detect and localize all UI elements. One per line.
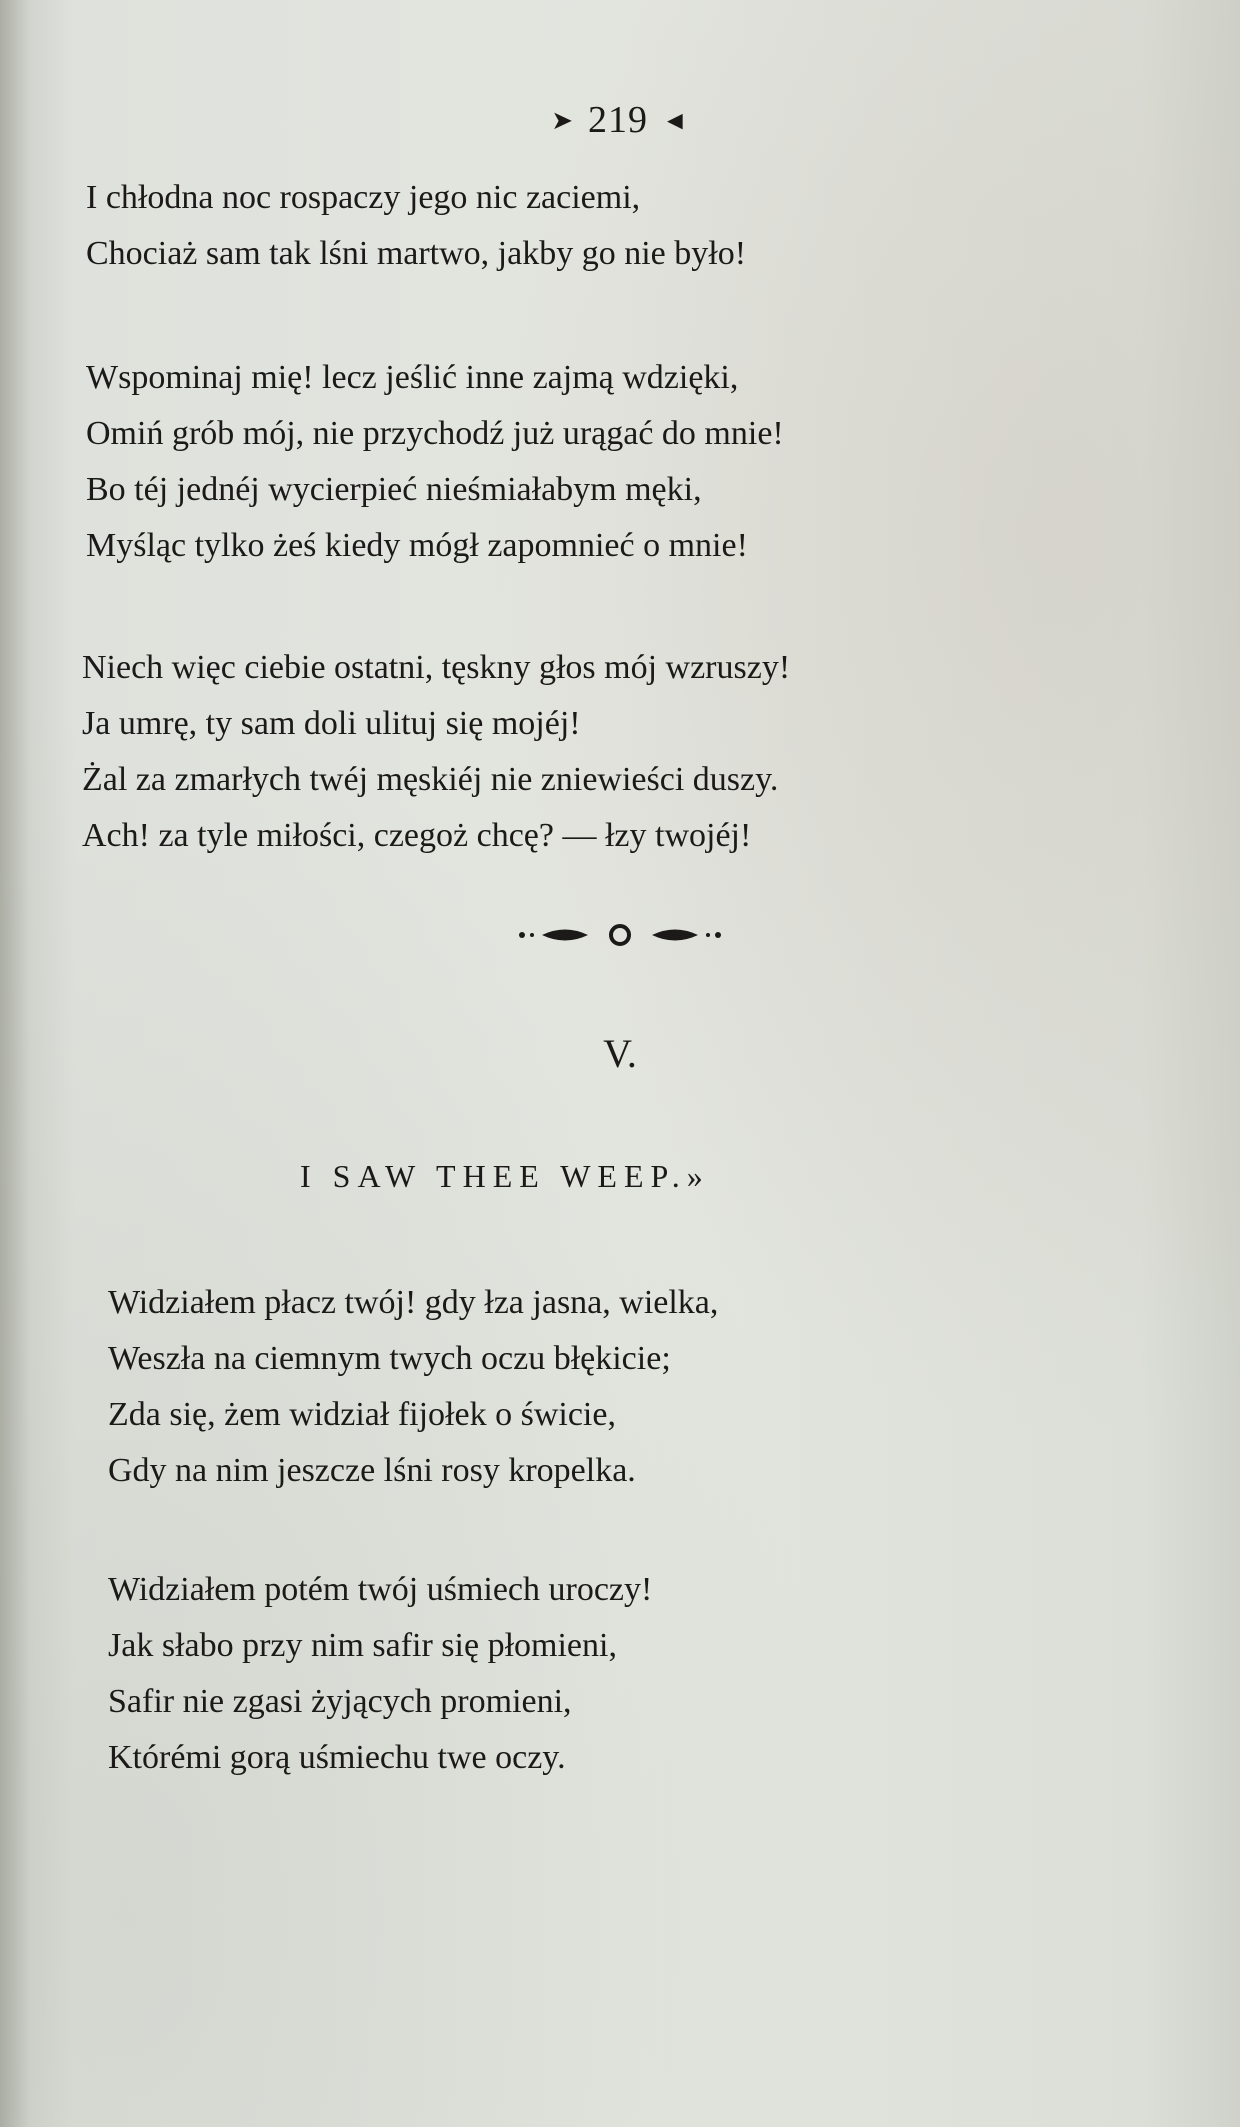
verse-line: I chłodna noc rospaczy jego nic zaciemi, — [86, 179, 641, 216]
verse-line: Bo téj jednéj wycierpieć nieśmiałabym męki, — [86, 471, 702, 508]
verse-line: Omiń grób mój, nie przychodź już urągać do mnie! — [86, 415, 784, 452]
page-number-header — [0, 98, 1240, 142]
verse-line: Wspominaj mię! lecz jeślić inne zajmą wdzięki, — [86, 359, 739, 396]
verse-line: Widziałem potém twój uśmiech uroczy! — [108, 1571, 653, 1608]
verse-line: Ach! za tyle miłości, czegoż chcę? — łzy twojéj! — [82, 817, 752, 854]
stanza-5 — [108, 1562, 652, 1786]
poem-title: I SAW THEE WEEP.» — [300, 1158, 710, 1194]
verse-line: Zda się, żem widział fijołek o świcie, — [108, 1396, 616, 1433]
verse-line: Którémi gorą uśmiechu twe oczy. — [108, 1739, 566, 1776]
verse-line: Ja umrę, ty sam doli ulituj się mojéj! — [82, 705, 581, 742]
stanza-1 — [86, 170, 746, 282]
section-divider-ornament — [0, 920, 1240, 950]
stanza-2 — [86, 350, 784, 574]
verse-line: Jak słabo przy nim safir się płomieni, — [108, 1627, 617, 1664]
stanza-4 — [108, 1275, 718, 1499]
flourish-divider-icon — [510, 920, 730, 950]
verse-line: Żal za zmarłych twéj męskiéj nie zniewieści duszy. — [82, 761, 779, 798]
page-number: 219 — [588, 99, 649, 141]
verse-line: Widziałem płacz twój! gdy łza jasna, wielka, — [108, 1284, 719, 1321]
verse-line: Myśląc tylko żeś kiedy mógł zapomnieć o mnie! — [86, 527, 748, 564]
verse-line: Chociaż sam tak lśni martwo, jakby go nie było! — [86, 235, 747, 272]
stanza-3 — [82, 640, 790, 864]
left-arrow-ornament: ➤ — [551, 106, 575, 135]
section-number: V. — [603, 1031, 637, 1076]
verse-line: Safir nie zgasi żyjących promieni, — [108, 1683, 572, 1720]
right-arrow-ornament: ◄ — [662, 106, 689, 135]
verse-line: Weszła na ciemnym twych oczu błękicie; — [108, 1340, 671, 1377]
verse-line: Niech więc ciebie ostatni, tęskny głos mój wzruszy! — [82, 649, 791, 686]
verse-line: Gdy na nim jeszcze lśni rosy kropelka. — [108, 1452, 636, 1489]
